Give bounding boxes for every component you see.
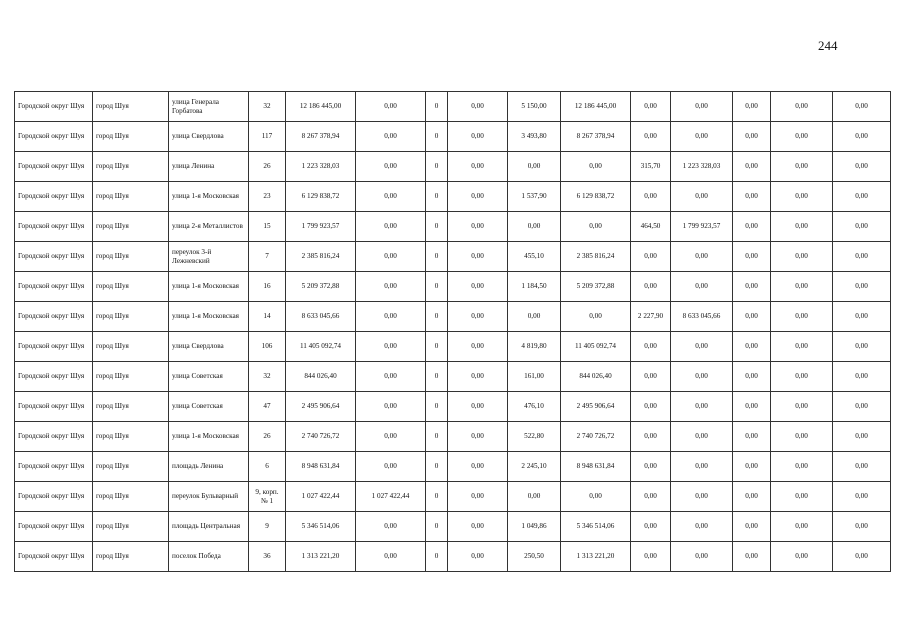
cost-cell: 5 209 372,88 <box>561 272 631 302</box>
settlement-cell: город Шуя <box>93 242 169 272</box>
area-cell: 1 184,50 <box>508 272 561 302</box>
amount-cell: 0,00 <box>448 542 508 572</box>
area-cell: 0,00 <box>631 122 671 152</box>
settlement-cell: город Шуя <box>93 422 169 452</box>
amount-cell: 0,00 <box>448 272 508 302</box>
street-cell: улица 1-я Московская <box>169 422 249 452</box>
count-cell: 0 <box>426 332 448 362</box>
cost-cell: 0,00 <box>671 122 733 152</box>
count-cell: 0 <box>426 482 448 512</box>
area-cell: 0,00 <box>733 242 771 272</box>
table-row <box>15 92 891 122</box>
count-cell: 0 <box>426 122 448 152</box>
settlement-cell: город Шуя <box>93 482 169 512</box>
cost-cell: 8 948 631,84 <box>561 452 631 482</box>
total-cost-cell: 1 799 923,57 <box>286 212 356 242</box>
count-cell: 0 <box>426 542 448 572</box>
cost-cell: 0,00 <box>771 512 833 542</box>
house-number-cell: 32 <box>249 362 286 392</box>
count-cell: 0 <box>426 362 448 392</box>
cost-cell: 0,00 <box>833 482 891 512</box>
municipality-cell: Городской округ Шуя <box>15 182 93 212</box>
street-cell: улица 1-я Московская <box>169 272 249 302</box>
cost-cell: 0,00 <box>771 212 833 242</box>
cost-cell: 5 346 514,06 <box>561 512 631 542</box>
cost-cell: 0,00 <box>771 272 833 302</box>
cost-cell: 0,00 <box>833 212 891 242</box>
cost-cell: 0,00 <box>833 272 891 302</box>
cost-cell: 6 129 838,72 <box>561 182 631 212</box>
total-cost-cell: 2 495 906,64 <box>286 392 356 422</box>
house-number-cell: 117 <box>249 122 286 152</box>
area-cell: 4 819,80 <box>508 332 561 362</box>
settlement-cell: город Шуя <box>93 512 169 542</box>
house-number-cell: 15 <box>249 212 286 242</box>
house-number-cell: 32 <box>249 92 286 122</box>
municipality-cell: Городской округ Шуя <box>15 542 93 572</box>
street-cell: улица Советская <box>169 362 249 392</box>
cost-cell: 0,00 <box>833 332 891 362</box>
cost-cell: 0,00 <box>356 362 426 392</box>
settlement-cell: город Шуя <box>93 122 169 152</box>
house-number-cell: 47 <box>249 392 286 422</box>
amount-cell: 0,00 <box>448 392 508 422</box>
area-cell: 3 493,80 <box>508 122 561 152</box>
table-row <box>15 272 891 302</box>
table-row <box>15 512 891 542</box>
cost-cell: 0,00 <box>356 272 426 302</box>
amount-cell: 0,00 <box>448 92 508 122</box>
total-cost-cell: 1 027 422,44 <box>286 482 356 512</box>
amount-cell: 0,00 <box>448 362 508 392</box>
table-row <box>15 392 891 422</box>
area-cell: 0,00 <box>733 272 771 302</box>
amount-cell: 0,00 <box>448 152 508 182</box>
municipality-cell: Городской округ Шуя <box>15 242 93 272</box>
amount-cell: 0,00 <box>448 512 508 542</box>
area-cell: 464,50 <box>631 212 671 242</box>
cost-cell: 0,00 <box>561 152 631 182</box>
cost-cell: 0,00 <box>771 332 833 362</box>
area-cell: 0,00 <box>508 212 561 242</box>
amount-cell: 0,00 <box>448 482 508 512</box>
cost-cell: 0,00 <box>833 512 891 542</box>
settlement-cell: город Шуя <box>93 302 169 332</box>
area-cell: 0,00 <box>733 452 771 482</box>
total-cost-cell: 5 209 372,88 <box>286 272 356 302</box>
settlement-cell: город Шуя <box>93 362 169 392</box>
cost-cell: 0,00 <box>671 512 733 542</box>
cost-cell: 0,00 <box>833 422 891 452</box>
street-cell: площадь Центральная <box>169 512 249 542</box>
area-cell: 0,00 <box>631 542 671 572</box>
cost-cell: 0,00 <box>833 122 891 152</box>
table-row <box>15 302 891 332</box>
total-cost-cell: 11 405 092,74 <box>286 332 356 362</box>
area-cell: 455,10 <box>508 242 561 272</box>
amount-cell: 0,00 <box>448 122 508 152</box>
house-number-cell: 6 <box>249 452 286 482</box>
area-cell: 0,00 <box>733 422 771 452</box>
street-cell: поселок Победа <box>169 542 249 572</box>
cost-cell: 0,00 <box>833 362 891 392</box>
street-cell: улица Ленина <box>169 152 249 182</box>
cost-cell: 1 223 328,03 <box>671 152 733 182</box>
municipality-cell: Городской округ Шуя <box>15 152 93 182</box>
house-number-cell: 9 <box>249 512 286 542</box>
cost-cell: 0,00 <box>771 362 833 392</box>
street-cell: улица 1-я Московская <box>169 302 249 332</box>
area-cell: 0,00 <box>631 422 671 452</box>
municipality-cell: Городской округ Шуя <box>15 122 93 152</box>
area-cell: 0,00 <box>631 362 671 392</box>
cost-cell: 0,00 <box>356 422 426 452</box>
area-cell: 0,00 <box>733 512 771 542</box>
area-cell: 1 049,86 <box>508 512 561 542</box>
count-cell: 0 <box>426 302 448 332</box>
cost-cell: 0,00 <box>356 152 426 182</box>
cost-cell: 0,00 <box>671 392 733 422</box>
cost-cell: 0,00 <box>671 272 733 302</box>
page-number: 244 <box>818 38 838 53</box>
cost-cell: 0,00 <box>771 422 833 452</box>
area-cell: 0,00 <box>733 362 771 392</box>
house-number-cell: 14 <box>249 302 286 332</box>
cost-cell: 0,00 <box>671 242 733 272</box>
municipality-cell: Городской округ Шуя <box>15 392 93 422</box>
amount-cell: 0,00 <box>448 452 508 482</box>
area-cell: 522,80 <box>508 422 561 452</box>
cost-cell: 11 405 092,74 <box>561 332 631 362</box>
registry-table <box>14 91 891 572</box>
municipality-cell: Городской округ Шуя <box>15 422 93 452</box>
total-cost-cell: 6 129 838,72 <box>286 182 356 212</box>
total-cost-cell: 2 740 726,72 <box>286 422 356 452</box>
cost-cell: 0,00 <box>771 452 833 482</box>
count-cell: 0 <box>426 182 448 212</box>
cost-cell: 0,00 <box>771 122 833 152</box>
cost-cell: 0,00 <box>356 212 426 242</box>
settlement-cell: город Шуя <box>93 332 169 362</box>
cost-cell: 0,00 <box>356 452 426 482</box>
cost-cell: 0,00 <box>356 392 426 422</box>
street-cell: переулок 3-й Лежневский <box>169 242 249 272</box>
cost-cell: 2 495 906,64 <box>561 392 631 422</box>
cost-cell: 0,00 <box>356 92 426 122</box>
table-row <box>15 362 891 392</box>
settlement-cell: город Шуя <box>93 92 169 122</box>
area-cell: 0,00 <box>631 272 671 302</box>
settlement-cell: город Шуя <box>93 542 169 572</box>
area-cell: 0,00 <box>733 122 771 152</box>
total-cost-cell: 2 385 816,24 <box>286 242 356 272</box>
cost-cell: 0,00 <box>356 332 426 362</box>
street-cell: площадь Ленина <box>169 452 249 482</box>
municipality-cell: Городской округ Шуя <box>15 512 93 542</box>
street-cell: улица 2-я Металлистов <box>169 212 249 242</box>
table-row <box>15 422 891 452</box>
cost-cell: 0,00 <box>671 362 733 392</box>
street-cell: улица Свердлова <box>169 122 249 152</box>
cost-cell: 0,00 <box>771 392 833 422</box>
area-cell: 0,00 <box>733 332 771 362</box>
house-number-cell: 106 <box>249 332 286 362</box>
table-row <box>15 542 891 572</box>
cost-cell: 0,00 <box>771 302 833 332</box>
area-cell: 0,00 <box>733 152 771 182</box>
total-cost-cell: 8 267 378,94 <box>286 122 356 152</box>
count-cell: 0 <box>426 422 448 452</box>
area-cell: 0,00 <box>733 92 771 122</box>
street-cell: переулок Бульварный <box>169 482 249 512</box>
area-cell: 0,00 <box>631 392 671 422</box>
total-cost-cell: 12 186 445,00 <box>286 92 356 122</box>
area-cell: 0,00 <box>733 182 771 212</box>
municipality-cell: Городской округ Шуя <box>15 272 93 302</box>
area-cell: 0,00 <box>733 482 771 512</box>
house-number-cell: 7 <box>249 242 286 272</box>
cost-cell: 1 027 422,44 <box>356 482 426 512</box>
table-row <box>15 452 891 482</box>
cost-cell: 0,00 <box>356 242 426 272</box>
cost-cell: 0,00 <box>356 182 426 212</box>
cost-cell: 0,00 <box>771 242 833 272</box>
area-cell: 0,00 <box>631 512 671 542</box>
cost-cell: 0,00 <box>356 512 426 542</box>
municipality-cell: Городской округ Шуя <box>15 212 93 242</box>
count-cell: 0 <box>426 392 448 422</box>
cost-cell: 8 633 045,66 <box>671 302 733 332</box>
area-cell: 1 537,90 <box>508 182 561 212</box>
cost-cell: 0,00 <box>833 182 891 212</box>
table-row <box>15 152 891 182</box>
cost-cell: 12 186 445,00 <box>561 92 631 122</box>
amount-cell: 0,00 <box>448 212 508 242</box>
street-cell: улица Свердлова <box>169 332 249 362</box>
settlement-cell: город Шуя <box>93 392 169 422</box>
settlement-cell: город Шуя <box>93 182 169 212</box>
count-cell: 0 <box>426 152 448 182</box>
amount-cell: 0,00 <box>448 182 508 212</box>
street-cell: улица Генерала Горбатова <box>169 92 249 122</box>
municipality-cell: Городской округ Шуя <box>15 332 93 362</box>
area-cell: 5 150,00 <box>508 92 561 122</box>
area-cell: 0,00 <box>508 482 561 512</box>
settlement-cell: город Шуя <box>93 212 169 242</box>
cost-cell: 0,00 <box>771 542 833 572</box>
area-cell: 0,00 <box>631 452 671 482</box>
cost-cell: 0,00 <box>771 152 833 182</box>
table-row <box>15 482 891 512</box>
cost-cell: 0,00 <box>561 212 631 242</box>
count-cell: 0 <box>426 92 448 122</box>
house-number-cell: 26 <box>249 422 286 452</box>
municipality-cell: Городской округ Шуя <box>15 302 93 332</box>
amount-cell: 0,00 <box>448 302 508 332</box>
cost-cell: 0,00 <box>671 542 733 572</box>
municipality-cell: Городской округ Шуя <box>15 452 93 482</box>
area-cell: 0,00 <box>508 302 561 332</box>
cost-cell: 0,00 <box>671 452 733 482</box>
cost-cell: 0,00 <box>561 482 631 512</box>
cost-cell: 2 740 726,72 <box>561 422 631 452</box>
count-cell: 0 <box>426 272 448 302</box>
settlement-cell: город Шуя <box>93 152 169 182</box>
area-cell: 0,00 <box>631 332 671 362</box>
area-cell: 476,10 <box>508 392 561 422</box>
cost-cell: 0,00 <box>671 332 733 362</box>
table-row <box>15 182 891 212</box>
cost-cell: 0,00 <box>356 542 426 572</box>
cost-cell: 0,00 <box>771 482 833 512</box>
cost-cell: 1 799 923,57 <box>671 212 733 242</box>
area-cell: 2 227,90 <box>631 302 671 332</box>
count-cell: 0 <box>426 512 448 542</box>
cost-cell: 0,00 <box>833 452 891 482</box>
area-cell: 0,00 <box>631 182 671 212</box>
house-number-cell: 16 <box>249 272 286 302</box>
cost-cell: 0,00 <box>671 182 733 212</box>
cost-cell: 0,00 <box>833 92 891 122</box>
amount-cell: 0,00 <box>448 332 508 362</box>
cost-cell: 0,00 <box>771 92 833 122</box>
cost-cell: 0,00 <box>671 92 733 122</box>
area-cell: 0,00 <box>733 302 771 332</box>
cost-cell: 0,00 <box>561 302 631 332</box>
cost-cell: 0,00 <box>771 182 833 212</box>
cost-cell: 0,00 <box>833 242 891 272</box>
settlement-cell: город Шуя <box>93 272 169 302</box>
area-cell: 0,00 <box>508 152 561 182</box>
total-cost-cell: 1 313 221,20 <box>286 542 356 572</box>
house-number-cell: 23 <box>249 182 286 212</box>
house-number-cell: 9, корп. № 1 <box>249 482 286 512</box>
cost-cell: 0,00 <box>671 422 733 452</box>
cost-cell: 8 267 378,94 <box>561 122 631 152</box>
total-cost-cell: 5 346 514,06 <box>286 512 356 542</box>
count-cell: 0 <box>426 212 448 242</box>
area-cell: 0,00 <box>733 542 771 572</box>
total-cost-cell: 8 633 045,66 <box>286 302 356 332</box>
cost-cell: 0,00 <box>833 392 891 422</box>
amount-cell: 0,00 <box>448 242 508 272</box>
area-cell: 0,00 <box>631 242 671 272</box>
house-number-cell: 36 <box>249 542 286 572</box>
cost-cell: 0,00 <box>356 122 426 152</box>
municipality-cell: Городской округ Шуя <box>15 92 93 122</box>
municipality-cell: Городской округ Шуя <box>15 362 93 392</box>
area-cell: 2 245,10 <box>508 452 561 482</box>
area-cell: 315,70 <box>631 152 671 182</box>
area-cell: 0,00 <box>631 92 671 122</box>
cost-cell: 0,00 <box>356 302 426 332</box>
area-cell: 0,00 <box>733 212 771 242</box>
count-cell: 0 <box>426 452 448 482</box>
table-row <box>15 122 891 152</box>
table-row <box>15 212 891 242</box>
cost-cell: 0,00 <box>671 482 733 512</box>
count-cell: 0 <box>426 242 448 272</box>
area-cell: 0,00 <box>631 482 671 512</box>
cost-cell: 0,00 <box>833 152 891 182</box>
amount-cell: 0,00 <box>448 422 508 452</box>
area-cell: 0,00 <box>733 392 771 422</box>
cost-cell: 0,00 <box>833 542 891 572</box>
settlement-cell: город Шуя <box>93 452 169 482</box>
area-cell: 250,50 <box>508 542 561 572</box>
street-cell: улица Советская <box>169 392 249 422</box>
street-cell: улица 1-я Московская <box>169 182 249 212</box>
cost-cell: 1 313 221,20 <box>561 542 631 572</box>
table-row <box>15 332 891 362</box>
cost-cell: 0,00 <box>833 302 891 332</box>
total-cost-cell: 8 948 631,84 <box>286 452 356 482</box>
municipality-cell: Городской округ Шуя <box>15 482 93 512</box>
total-cost-cell: 844 026,40 <box>286 362 356 392</box>
house-number-cell: 26 <box>249 152 286 182</box>
cost-cell: 2 385 816,24 <box>561 242 631 272</box>
cost-cell: 844 026,40 <box>561 362 631 392</box>
total-cost-cell: 1 223 328,03 <box>286 152 356 182</box>
area-cell: 161,00 <box>508 362 561 392</box>
table-row <box>15 242 891 272</box>
